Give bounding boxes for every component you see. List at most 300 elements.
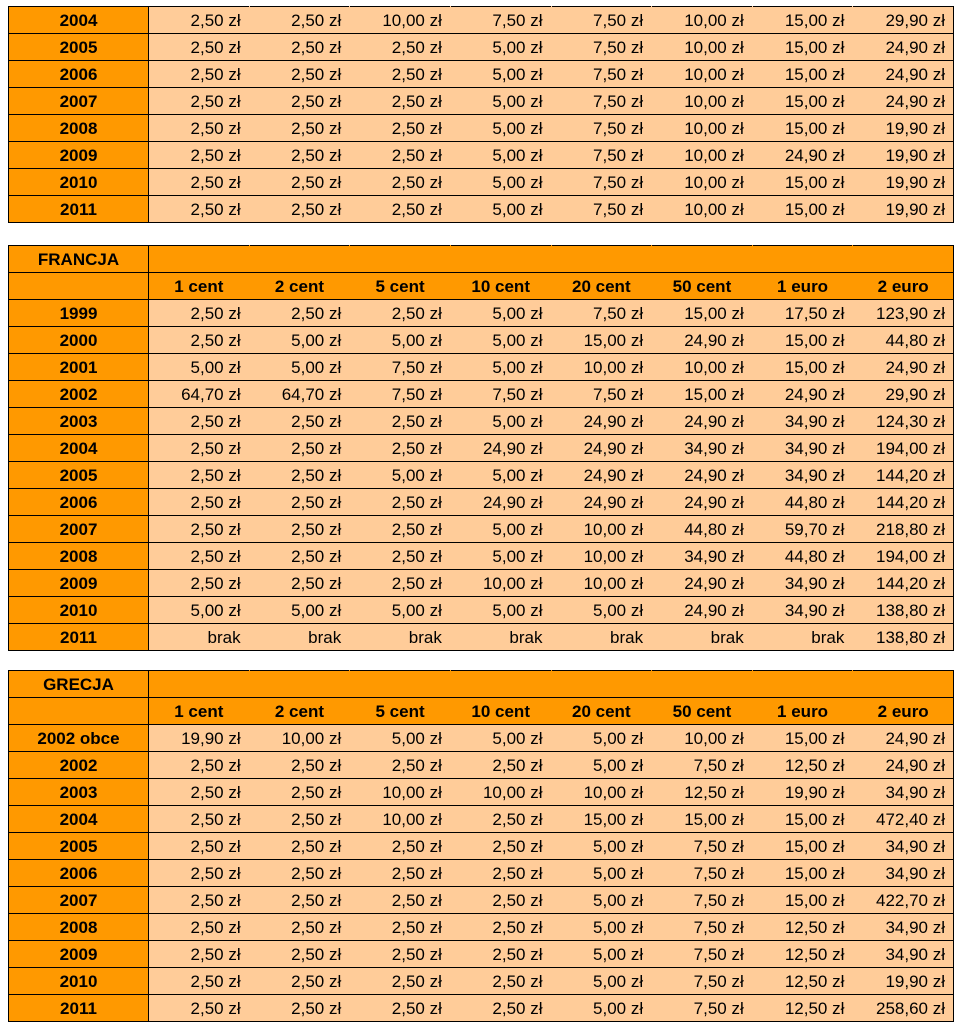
denomination-header: 5 cent xyxy=(350,273,451,300)
price-cell: 2,50 zł xyxy=(149,516,250,543)
price-cell: 5,00 zł xyxy=(149,597,250,624)
year-cell: 2011 xyxy=(9,995,149,1022)
price-cell: 10,00 zł xyxy=(551,354,652,381)
year-cell: 2003 xyxy=(9,779,149,806)
price-cell: 2,50 zł xyxy=(149,995,250,1022)
price-cell: 2,50 zł xyxy=(149,88,250,115)
price-cell: 10,00 zł xyxy=(249,725,350,752)
price-cell: 15,00 zł xyxy=(551,806,652,833)
price-cell: 2,50 zł xyxy=(249,34,350,61)
price-cell: 5,00 zł xyxy=(551,968,652,995)
price-cell: 2,50 zł xyxy=(350,860,451,887)
price-cell: 2,50 zł xyxy=(249,142,350,169)
table-row xyxy=(9,435,954,462)
price-cell: 59,70 zł xyxy=(752,516,853,543)
price-cell: 5,00 zł xyxy=(551,833,652,860)
price-cell: 2,50 zł xyxy=(149,34,250,61)
price-cell: 2,50 zł xyxy=(249,88,350,115)
price-cell: brak xyxy=(249,624,350,651)
price-cell: 24,90 zł xyxy=(551,435,652,462)
price-cell: 2,50 zł xyxy=(249,570,350,597)
price-cell: 12,50 zł xyxy=(752,941,853,968)
price-cell: 15,00 zł xyxy=(652,806,753,833)
price-cell: 7,50 zł xyxy=(350,381,451,408)
price-cell: 5,00 zł xyxy=(450,354,551,381)
price-cell: 2,50 zł xyxy=(149,968,250,995)
price-cell: 10,00 zł xyxy=(551,543,652,570)
price-cell: 2,50 zł xyxy=(149,196,250,223)
price-cell: 15,00 zł xyxy=(752,725,853,752)
year-cell: 2006 xyxy=(9,860,149,887)
year-cell: 2009 xyxy=(9,570,149,597)
price-cell: 10,00 zł xyxy=(551,779,652,806)
price-cell: 5,00 zł xyxy=(249,354,350,381)
denomination-header: 1 euro xyxy=(752,698,853,725)
year-cell: 2002 obce xyxy=(9,725,149,752)
price-cell: 2,50 zł xyxy=(149,327,250,354)
denomination-header: 1 euro xyxy=(752,273,853,300)
price-cell: 7,50 zł xyxy=(652,941,753,968)
header-blank xyxy=(853,671,954,698)
denomination-header: 1 cent xyxy=(149,273,250,300)
price-cell: 12,50 zł xyxy=(652,779,753,806)
header-blank xyxy=(752,246,853,273)
table-row xyxy=(9,887,954,914)
price-cell: 7,50 zł xyxy=(551,34,652,61)
price-cell: 15,00 zł xyxy=(752,34,853,61)
price-cell: brak xyxy=(450,624,551,651)
price-table-grecja-body xyxy=(9,725,954,1022)
price-cell: 5,00 zł xyxy=(450,196,551,223)
header-blank xyxy=(350,671,451,698)
price-cell: 34,90 zł xyxy=(652,435,753,462)
price-cell: brak xyxy=(551,624,652,651)
price-cell: 2,50 zł xyxy=(149,860,250,887)
price-cell: 2,50 zł xyxy=(149,142,250,169)
price-cell: 7,50 zł xyxy=(652,914,753,941)
price-cell: 2,50 zł xyxy=(450,752,551,779)
year-cell: 2007 xyxy=(9,88,149,115)
price-cell: 5,00 zł xyxy=(551,995,652,1022)
price-cell: 5,00 zł xyxy=(450,300,551,327)
price-cell: 24,90 zł xyxy=(652,489,753,516)
price-cell: 10,00 zł xyxy=(350,779,451,806)
year-header-blank xyxy=(9,273,149,300)
price-cell: 15,00 zł xyxy=(752,115,853,142)
header-blank xyxy=(450,671,551,698)
year-cell: 2008 xyxy=(9,543,149,570)
price-cell: 24,90 zł xyxy=(652,408,753,435)
table-row xyxy=(9,462,954,489)
year-cell: 2008 xyxy=(9,914,149,941)
price-cell: 2,50 zł xyxy=(149,570,250,597)
price-cell: 2,50 zł xyxy=(350,968,451,995)
price-cell: 34,90 zł xyxy=(752,570,853,597)
year-cell: 2005 xyxy=(9,34,149,61)
price-cell: 2,50 zł xyxy=(249,887,350,914)
price-cell: 15,00 zł xyxy=(752,860,853,887)
price-cell: 34,90 zł xyxy=(752,597,853,624)
price-cell: 5,00 zł xyxy=(450,115,551,142)
price-cell: 2,50 zł xyxy=(149,941,250,968)
price-cell: 218,80 zł xyxy=(853,516,954,543)
price-cell: 7,50 zł xyxy=(652,887,753,914)
price-cell: brak xyxy=(752,624,853,651)
price-cell: 15,00 zł xyxy=(652,300,753,327)
price-cell: 10,00 zł xyxy=(652,725,753,752)
price-cell: 2,50 zł xyxy=(249,435,350,462)
price-cell: 19,90 zł xyxy=(853,196,954,223)
price-cell: 2,50 zł xyxy=(149,914,250,941)
price-cell: 7,50 zł xyxy=(551,196,652,223)
header-blank xyxy=(249,671,350,698)
denomination-header: 50 cent xyxy=(652,273,753,300)
year-cell: 2010 xyxy=(9,968,149,995)
year-cell: 2011 xyxy=(9,196,149,223)
price-cell: 422,70 zł xyxy=(853,887,954,914)
denomination-header: 50 cent xyxy=(652,698,753,725)
price-cell: 5,00 zł xyxy=(551,941,652,968)
price-cell: 2,50 zł xyxy=(450,887,551,914)
year-cell: 2002 xyxy=(9,752,149,779)
price-cell: brak xyxy=(149,624,250,651)
price-cell: 34,90 zł xyxy=(853,914,954,941)
price-cell: 2,50 zł xyxy=(350,61,451,88)
price-cell: 2,50 zł xyxy=(249,752,350,779)
price-cell: 44,80 zł xyxy=(652,516,753,543)
price-cell: 10,00 zł xyxy=(652,354,753,381)
table-row xyxy=(9,860,954,887)
price-cell: 5,00 zł xyxy=(551,887,652,914)
table-row xyxy=(9,624,954,651)
price-cell: 29,90 zł xyxy=(853,7,954,34)
header-blank xyxy=(652,671,753,698)
price-cell: 24,90 zł xyxy=(853,88,954,115)
price-cell: 10,00 zł xyxy=(350,806,451,833)
price-cell: 5,00 zł xyxy=(450,61,551,88)
table-row xyxy=(9,354,954,381)
table-row xyxy=(9,543,954,570)
price-cell: 2,50 zł xyxy=(249,196,350,223)
price-cell: 7,50 zł xyxy=(551,88,652,115)
price-cell: 2,50 zł xyxy=(249,968,350,995)
price-cell: 29,90 zł xyxy=(853,381,954,408)
price-cell: 5,00 zł xyxy=(450,34,551,61)
price-cell: 15,00 zł xyxy=(752,327,853,354)
price-cell: 19,90 zł xyxy=(853,142,954,169)
price-cell: 10,00 zł xyxy=(652,115,753,142)
price-cell: 24,90 zł xyxy=(652,327,753,354)
price-cell: 2,50 zł xyxy=(149,887,250,914)
price-cell: 2,50 zł xyxy=(249,300,350,327)
price-cell: 2,50 zł xyxy=(149,61,250,88)
table-row xyxy=(9,489,954,516)
table-row xyxy=(9,381,954,408)
price-cell: 34,90 zł xyxy=(853,779,954,806)
price-cell: 2,50 zł xyxy=(450,941,551,968)
price-cell: 7,50 zł xyxy=(551,115,652,142)
table-row xyxy=(9,968,954,995)
price-cell: 144,20 zł xyxy=(853,489,954,516)
price-cell: 24,90 zł xyxy=(853,34,954,61)
denomination-header: 2 euro xyxy=(853,273,954,300)
price-cell: 10,00 zł xyxy=(551,516,652,543)
price-cell: 5,00 zł xyxy=(450,327,551,354)
price-cell: 144,20 zł xyxy=(853,570,954,597)
price-cell: 7,50 zł xyxy=(551,61,652,88)
price-cell: 7,50 zł xyxy=(551,300,652,327)
price-cell: 5,00 zł xyxy=(450,597,551,624)
price-cell: 2,50 zł xyxy=(149,779,250,806)
price-cell: 24,90 zł xyxy=(450,489,551,516)
price-cell: 2,50 zł xyxy=(450,860,551,887)
year-cell: 2010 xyxy=(9,597,149,624)
price-cell: 19,90 zł xyxy=(752,779,853,806)
price-cell: 138,80 zł xyxy=(853,624,954,651)
price-cell: 123,90 zł xyxy=(853,300,954,327)
denomination-header: 5 cent xyxy=(350,698,451,725)
price-cell: 10,00 zł xyxy=(652,142,753,169)
price-cell: 24,90 zł xyxy=(652,462,753,489)
price-cell: 34,90 zł xyxy=(752,435,853,462)
year-cell: 1999 xyxy=(9,300,149,327)
country-label: FRANCJA xyxy=(9,246,149,273)
price-cell: 258,60 zł xyxy=(853,995,954,1022)
price-cell: 10,00 zł xyxy=(652,169,753,196)
year-cell: 2004 xyxy=(9,435,149,462)
price-cell: 5,00 zł xyxy=(249,327,350,354)
price-cell: 2,50 zł xyxy=(149,833,250,860)
price-cell: brak xyxy=(350,624,451,651)
price-cell: 144,20 zł xyxy=(853,462,954,489)
year-header-blank xyxy=(9,698,149,725)
price-cell: 15,00 zł xyxy=(551,327,652,354)
price-cell: 2,50 zł xyxy=(249,7,350,34)
price-cell: 10,00 zł xyxy=(652,196,753,223)
price-cell: 19,90 zł xyxy=(853,115,954,142)
table-row xyxy=(9,725,954,752)
price-cell: 7,50 zł xyxy=(551,7,652,34)
price-cell: 2,50 zł xyxy=(149,462,250,489)
year-cell: 2003 xyxy=(9,408,149,435)
price-cell: 2,50 zł xyxy=(249,779,350,806)
price-cell: 2,50 zł xyxy=(350,408,451,435)
price-cell: 124,30 zł xyxy=(853,408,954,435)
price-cell: 2,50 zł xyxy=(350,88,451,115)
price-cell: 34,90 zł xyxy=(853,860,954,887)
denomination-header: 10 cent xyxy=(450,273,551,300)
table-row xyxy=(9,516,954,543)
price-cell: 34,90 zł xyxy=(853,941,954,968)
table-row xyxy=(9,115,954,142)
price-cell: 15,00 zł xyxy=(752,887,853,914)
price-cell: 7,50 zł xyxy=(652,833,753,860)
price-cell: 10,00 zł xyxy=(350,7,451,34)
price-table-francja-body xyxy=(9,300,954,651)
header-blank xyxy=(551,671,652,698)
table-row xyxy=(9,806,954,833)
price-cell: 194,00 zł xyxy=(853,435,954,462)
price-cell: 15,00 zł xyxy=(752,61,853,88)
price-cell: 5,00 zł xyxy=(551,914,652,941)
table-row xyxy=(9,300,954,327)
table-row xyxy=(9,408,954,435)
price-cell: 24,90 zł xyxy=(752,381,853,408)
price-cell: 2,50 zł xyxy=(249,860,350,887)
year-cell: 2001 xyxy=(9,354,149,381)
price-cell: 2,50 zł xyxy=(249,61,350,88)
price-cell: 2,50 zł xyxy=(350,516,451,543)
price-table-francja xyxy=(8,245,954,651)
year-cell: 2004 xyxy=(9,7,149,34)
header-blank xyxy=(249,246,350,273)
table-row xyxy=(9,169,954,196)
price-cell: 2,50 zł xyxy=(249,833,350,860)
francja-header xyxy=(9,246,954,300)
table-row xyxy=(9,914,954,941)
grecja-header xyxy=(9,671,954,725)
price-cell: 2,50 zł xyxy=(450,833,551,860)
price-cell: 2,50 zł xyxy=(350,752,451,779)
price-cell: 10,00 zł xyxy=(450,779,551,806)
price-cell: 10,00 zł xyxy=(652,7,753,34)
price-cell: 64,70 zł xyxy=(149,381,250,408)
price-cell: 44,80 zł xyxy=(752,543,853,570)
table-row xyxy=(9,570,954,597)
price-cell: 10,00 zł xyxy=(551,570,652,597)
price-cell: 472,40 zł xyxy=(853,806,954,833)
price-cell: 19,90 zł xyxy=(853,169,954,196)
price-cell: 2,50 zł xyxy=(450,995,551,1022)
price-cell: 2,50 zł xyxy=(149,115,250,142)
denomination-header: 2 cent xyxy=(249,273,350,300)
price-cell: 5,00 zł xyxy=(450,408,551,435)
price-cell: 5,00 zł xyxy=(551,725,652,752)
price-cell: 2,50 zł xyxy=(350,115,451,142)
year-cell: 2011 xyxy=(9,624,149,651)
table-row xyxy=(9,597,954,624)
price-cell: 34,90 zł xyxy=(752,408,853,435)
year-cell: 2006 xyxy=(9,489,149,516)
price-cell: 12,50 zł xyxy=(752,968,853,995)
table-row xyxy=(9,327,954,354)
price-cell: 15,00 zł xyxy=(652,381,753,408)
price-cell: 7,50 zł xyxy=(350,354,451,381)
price-cell: 5,00 zł xyxy=(551,860,652,887)
table-row xyxy=(9,196,954,223)
year-cell: 2007 xyxy=(9,516,149,543)
denomination-row xyxy=(9,698,954,725)
price-cell: 19,90 zł xyxy=(149,725,250,752)
price-cell: 2,50 zł xyxy=(149,408,250,435)
price-cell: 34,90 zł xyxy=(752,462,853,489)
table-row xyxy=(9,34,954,61)
price-cell: 5,00 zł xyxy=(450,88,551,115)
price-cell: 5,00 zł xyxy=(149,354,250,381)
header-blank xyxy=(652,246,753,273)
header-blank xyxy=(350,246,451,273)
price-cell: 24,90 zł xyxy=(450,435,551,462)
table-row xyxy=(9,142,954,169)
denomination-header: 1 cent xyxy=(149,698,250,725)
price-cell: 17,50 zł xyxy=(752,300,853,327)
price-table-top xyxy=(8,6,954,223)
price-cell: 2,50 zł xyxy=(149,435,250,462)
price-cell: 5,00 zł xyxy=(249,597,350,624)
price-cell: 138,80 zł xyxy=(853,597,954,624)
table-row xyxy=(9,61,954,88)
price-cell: 2,50 zł xyxy=(149,300,250,327)
price-cell: 24,90 zł xyxy=(853,61,954,88)
price-cell: 5,00 zł xyxy=(450,169,551,196)
price-cell: 34,90 zł xyxy=(853,833,954,860)
price-cell: 5,00 zł xyxy=(450,543,551,570)
price-cell: 2,50 zł xyxy=(350,300,451,327)
price-cell: 5,00 zł xyxy=(350,462,451,489)
table-row xyxy=(9,995,954,1022)
price-cell: 2,50 zł xyxy=(350,169,451,196)
year-cell: 2007 xyxy=(9,887,149,914)
price-cell: 2,50 zł xyxy=(350,489,451,516)
year-cell: 2009 xyxy=(9,142,149,169)
price-cell: 5,00 zł xyxy=(450,462,551,489)
price-cell: 12,50 zł xyxy=(752,995,853,1022)
price-cell: 24,90 zł xyxy=(652,570,753,597)
header-blank xyxy=(752,671,853,698)
price-cell: 10,00 zł xyxy=(450,570,551,597)
price-cell: 12,50 zł xyxy=(752,914,853,941)
price-table-grecja xyxy=(8,670,954,1022)
price-cell: 15,00 zł xyxy=(752,169,853,196)
price-cell: 15,00 zł xyxy=(752,806,853,833)
price-cell: 2,50 zł xyxy=(350,995,451,1022)
price-cell: 2,50 zł xyxy=(350,570,451,597)
denomination-header: 20 cent xyxy=(551,698,652,725)
price-cell: 12,50 zł xyxy=(752,752,853,779)
price-cell: 15,00 zł xyxy=(752,354,853,381)
year-cell: 2006 xyxy=(9,61,149,88)
price-cell: 44,80 zł xyxy=(853,327,954,354)
price-cell: 24,90 zł xyxy=(853,752,954,779)
price-cell: 2,50 zł xyxy=(149,7,250,34)
price-cell: 7,50 zł xyxy=(551,381,652,408)
price-cell: 2,50 zł xyxy=(350,887,451,914)
price-cell: 7,50 zł xyxy=(652,860,753,887)
price-cell: 2,50 zł xyxy=(249,806,350,833)
denomination-header: 20 cent xyxy=(551,273,652,300)
year-cell: 2005 xyxy=(9,462,149,489)
price-cell: 64,70 zł xyxy=(249,381,350,408)
table-row xyxy=(9,88,954,115)
price-cell: 24,90 zł xyxy=(752,142,853,169)
price-cell: brak xyxy=(652,624,753,651)
price-cell: 2,50 zł xyxy=(249,462,350,489)
price-cell: 24,90 zł xyxy=(853,725,954,752)
price-cell: 5,00 zł xyxy=(450,725,551,752)
price-cell: 10,00 zł xyxy=(652,34,753,61)
price-cell: 2,50 zł xyxy=(249,169,350,196)
denomination-header: 2 cent xyxy=(249,698,350,725)
header-blank xyxy=(149,246,250,273)
price-cell: 15,00 zł xyxy=(752,833,853,860)
price-cell: 2,50 zł xyxy=(350,142,451,169)
denomination-header: 10 cent xyxy=(450,698,551,725)
year-cell: 2005 xyxy=(9,833,149,860)
price-cell: 7,50 zł xyxy=(652,752,753,779)
price-cell: 2,50 zł xyxy=(149,169,250,196)
header-blank xyxy=(551,246,652,273)
price-cell: 2,50 zł xyxy=(149,806,250,833)
